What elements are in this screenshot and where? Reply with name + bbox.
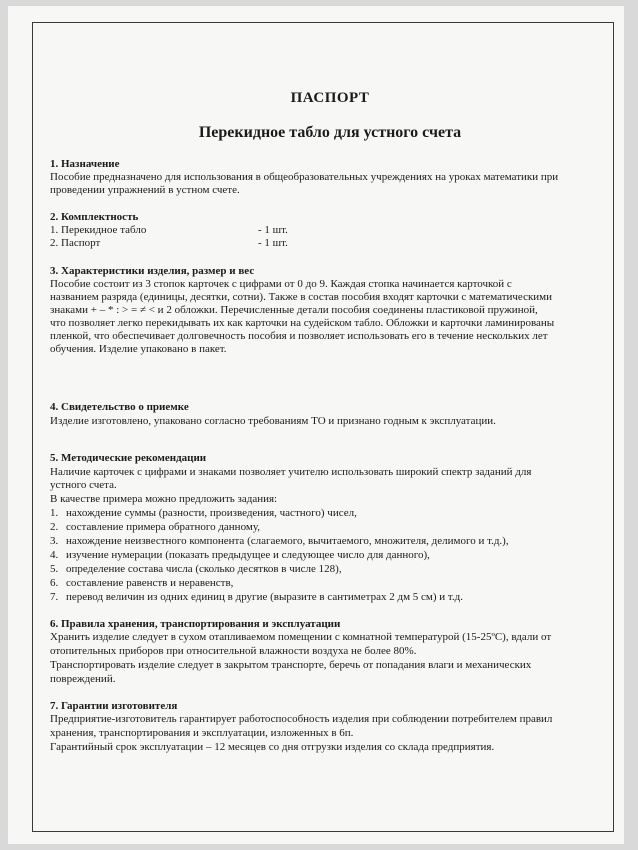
section-2-heading: 2. Комплектность — [50, 211, 139, 223]
section-7-line: Предприятие-изготовитель гарантирует работоспособность изделия при соблюдении потребителем правил — [50, 713, 553, 725]
section-3-line: Пособие состоит из 3 стопок карточек с цифрами от 0 до 9. Каждая стопка начинается карточкой с — [50, 278, 512, 290]
kit-item-qty: - 1 шт. — [258, 237, 288, 249]
list-item-text: нахождение неизвестного компонента (слагаемого, вычитаемого, множителя, делимого и т.д.), — [66, 535, 509, 547]
section-3-heading: 3. Характеристики изделия, размер и вес — [50, 265, 255, 277]
section-6-line: Хранить изделие следует в сухом отапливаемом помещении с комнатной температурой (15-25ºС), вдали от — [50, 631, 552, 643]
list-item-number: 2. — [50, 521, 59, 533]
section-5-line: устного счета. — [50, 479, 117, 491]
section-3-line: что позволяет легко перекидывать их как карточки на судейском табло. Обложки и карточки ламинированы — [50, 317, 555, 329]
kit-item-qty: - 1 шт. — [258, 224, 288, 236]
section-6-line: отопительных приборов при относительной влажности воздуха не более 80%. — [50, 645, 417, 657]
section-6-line: повреждений. — [50, 673, 116, 685]
list-item-text: перевод величин из одних единиц в другие (выразите в сантиметрах 2 дм 5 см) и т.д. — [66, 591, 464, 603]
section-7-heading: 7. Гарантии изготовителя — [50, 700, 178, 712]
list-item-text: изучение нумерации (показать предыдущее и следующее число для данного), — [66, 549, 430, 561]
section-3-line: названием разряда (единицы, десятки, сотни). Также в состав пособия входят карточки с математическими — [50, 291, 553, 303]
list-item-text: составление равенств и неравенств, — [66, 577, 234, 589]
kit-item-name: 2. Паспорт — [50, 237, 101, 249]
kit-item — [50, 237, 288, 249]
document-subtitle: Перекидное табло для устного счета — [198, 124, 462, 141]
list-item-number: 3. — [50, 535, 59, 547]
section-7-line: Гарантийный срок эксплуатации – 12 месяцев со дня отгрузки изделия со склада предприятия. — [50, 741, 495, 753]
document-title: ПАСПОРТ — [290, 90, 370, 106]
section-1-line: Пособие предназначено для использования в общеобразовательных учреждениях на уроках математики при — [50, 171, 559, 183]
list-item-text: нахождение суммы (разности, произведения, частного) чисел, — [66, 507, 357, 519]
list-item-number: 5. — [50, 563, 59, 575]
section-3-line: пленкой, что обеспечивает долговечность пособия и позволяет использовать его в течение нескольких лет — [50, 330, 548, 342]
document-page — [8, 6, 624, 844]
list-item-text: определение состава числа (сколько десятков в числе 128), — [66, 563, 342, 575]
list-item-number: 4. — [50, 549, 59, 561]
section-3-line: знаками + – * : > = ≠ < и 2 обложки. Перечисленные детали пособия соединены пластиковой пружиной, — [50, 304, 538, 316]
list-item-text: составление примера обратного данному, — [66, 521, 260, 533]
section-3-line: обучения. Изделие упаковано в пакет. — [50, 343, 227, 355]
section-6-line: Транспортировать изделие следует в закрытом транспорте, беречь от попадания влаги и механических — [50, 659, 532, 671]
section-1-line: проведении упражнений в устном счете. — [50, 184, 240, 196]
section-4-heading: 4. Свидетельство о приемке — [50, 401, 189, 413]
section-1-heading: 1. Назначение — [50, 158, 120, 170]
kit-item — [50, 224, 288, 236]
section-5-heading: 5. Методические рекомендации — [50, 452, 207, 464]
section-7-line: хранения, транспортирования и эксплуатации, изложенных в 6п. — [50, 727, 354, 739]
list-item-number: 6. — [50, 577, 59, 589]
section-6-heading: 6. Правила хранения, транспортирования и эксплуатации — [50, 618, 341, 630]
kit-item-name: 1. Перекидное табло — [50, 224, 147, 236]
section-5-line: В качестве примера можно предложить задания: — [50, 493, 278, 505]
list-item-number: 1. — [50, 507, 59, 519]
list-item-number: 7. — [50, 591, 59, 603]
section-4-line: Изделие изготовлено, упаковано согласно требованиям ТО и признано годным к эксплуатации. — [50, 415, 496, 427]
section-5-line: Наличие карточек с цифрами и знаками позволяет учителю использовать широкий спектр заданий для — [50, 466, 532, 478]
